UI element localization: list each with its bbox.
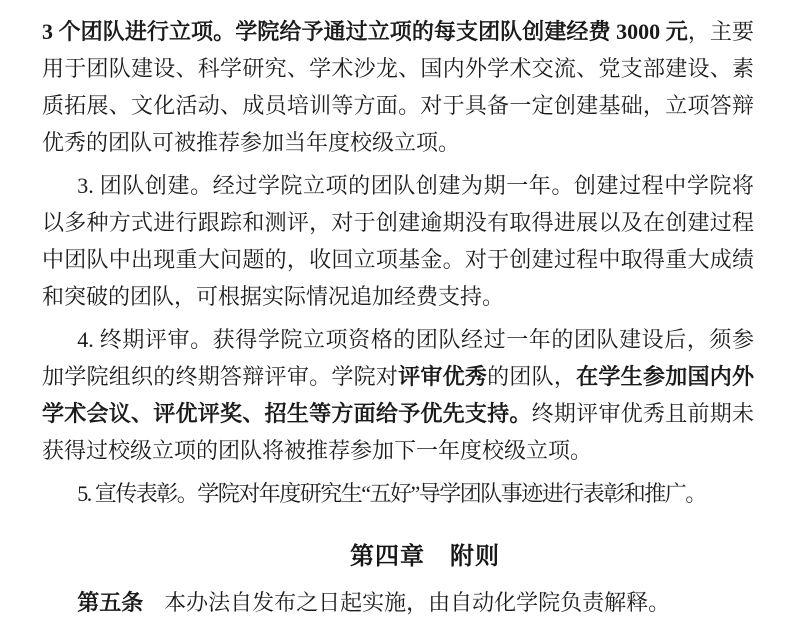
item-4-run-1: 4. 终期评审。获得学院立项资格的团队经过一年的团队建设后，须参加学院组织的终期答辩评审。学院对 xyxy=(42,327,754,389)
item-4-run-3: 的团队， xyxy=(487,364,577,389)
clause-text: 本办法自发布之日起实施，由自动化学院负责解释。 xyxy=(164,590,671,615)
final-clause xyxy=(42,584,754,621)
item-4-run-4-bold: 在学生参加国内外学术会议、评优评奖、招生等方面给予优先支持。 xyxy=(42,364,754,426)
paragraph-item-4-final-review xyxy=(42,321,754,469)
funding-bold-run: 3 个团队进行立项。学院给予通过立项的每支团队创建经费 3000 元 xyxy=(42,19,688,44)
item-5-text-run: 5. 宣传表彰。学院对年度研究生“五好”导学团队事迹进行表彰和推广。 xyxy=(77,481,706,506)
item-4-run-2-bold: 评审优秀 xyxy=(398,364,488,389)
clause-label: 第五条 xyxy=(77,590,144,615)
chapter-heading: 第四章 附则 xyxy=(350,543,500,570)
funding-regular-run: ，主要用于团队建设、科学研究、学术沙龙、国内外学术交流、党支部建设、素质拓展、文化活动、成员培训等方面。对于具备一定创建基础，立项答辩优秀的团队可被推荐参加当年度校级立项。 xyxy=(42,19,754,155)
paragraph-item-5-publicity xyxy=(42,475,754,512)
paragraph-funding xyxy=(42,13,754,161)
item-3-text-run: 3. 团队创建。经过学院立项的团队创建为期一年。创建过程中学院将以多种方式进行跟踪和测评，对于创建逾期没有取得进展以及在创建过程中团队中出现重大问题的，收回立项基金。对于创建过程中取得重大成绩和突破的团队，可根据实际情况追加经费支持。 xyxy=(42,173,754,309)
item-4-run-5: 终期评审优秀且前期未获得过校级立项的团队将被推荐参加下一年度校级立项。 xyxy=(42,401,754,463)
paragraph-item-3-team-creation xyxy=(42,167,754,315)
